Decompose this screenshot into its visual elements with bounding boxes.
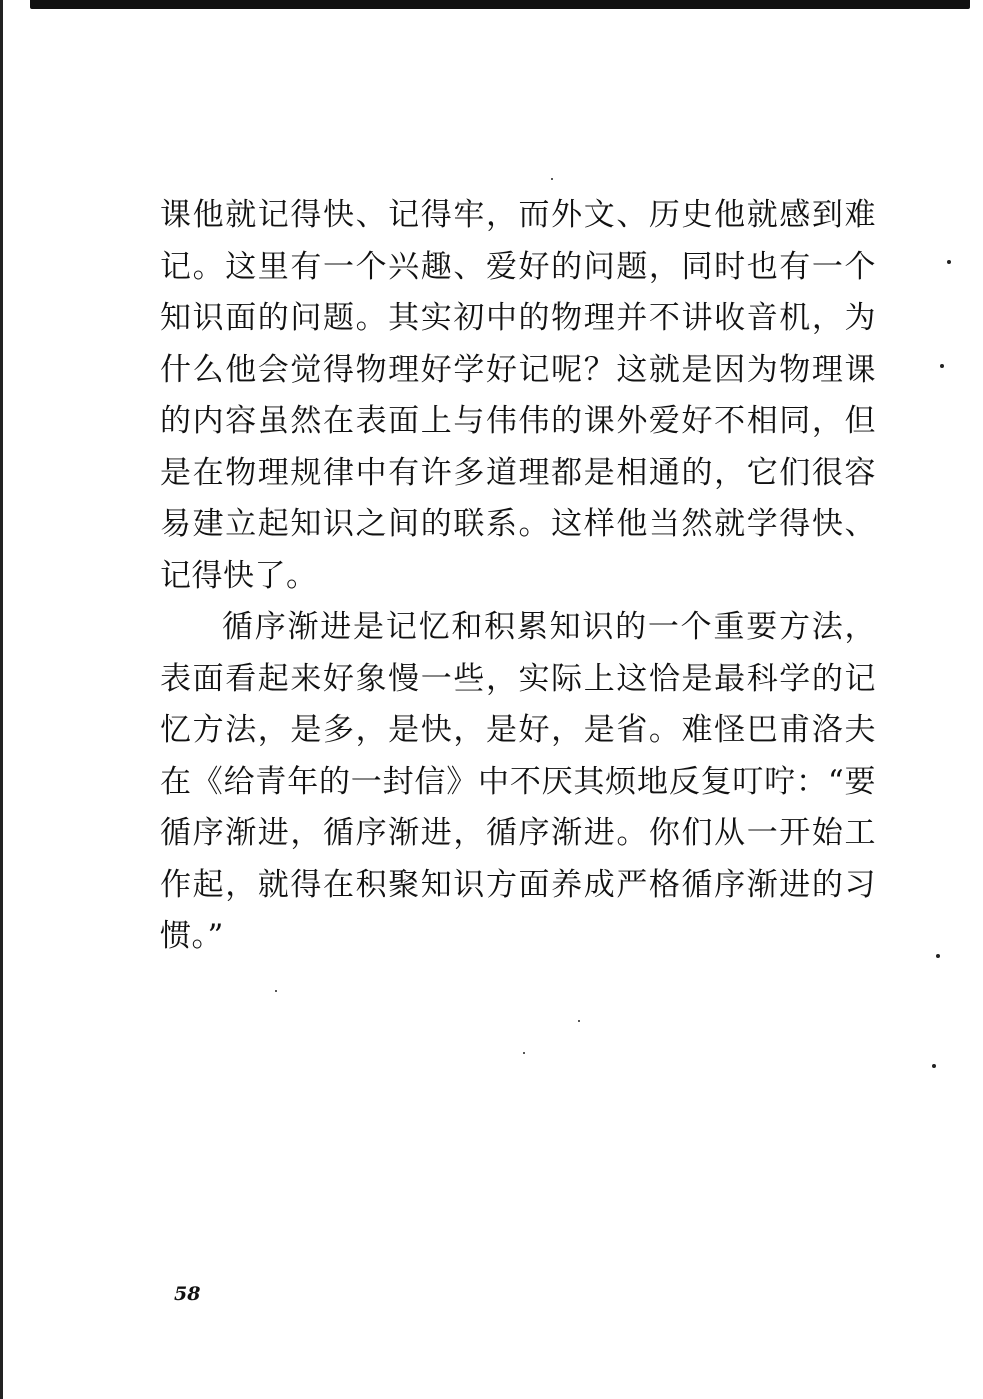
body-text <box>160 190 876 963</box>
scan-speck <box>523 1052 525 1054</box>
paragraph-continuation: 课他就记得快、记得牢，而外文、历史他就感到难记。这里有一个兴趣、爱好的问题，同时也有一个知识面的问题。其实初中的物理并不讲收音机，为什么他会觉得物理好学好记呢？这就是因为物理课的内容虽然在表面上与伟伟的课外爱好不相同，但是在物理规律中有许多道理都是相通的，它们很容易建立起知识之间的联系。这样他当然就学得快、记得快了。 <box>160 197 876 594</box>
scan-speck <box>936 954 940 958</box>
scan-speck <box>932 1064 936 1068</box>
paragraph-gradual-progress: 循序渐进是记忆和积累知识的一个重要方法，表面看起来好象慢一些，实际上这恰是最科学的记忆方法，是多，是快，是好，是省。难怪巴甫洛夫在《给青年的一封信》中不厌其烦地反复叮咛：“要循序渐进，循序渐进，循序渐进。你们从一开始工作起，就得在积聚知识方面养成严格循序渐进的习惯。” <box>160 609 876 954</box>
page-left-edge <box>0 0 3 1399</box>
scan-speck <box>275 990 277 992</box>
page-number: 58 <box>174 1283 201 1305</box>
scan-speck <box>551 178 553 180</box>
scan-speck <box>940 364 944 368</box>
top-rule <box>30 0 970 9</box>
scan-speck <box>578 1020 580 1022</box>
scan-speck <box>947 260 951 264</box>
